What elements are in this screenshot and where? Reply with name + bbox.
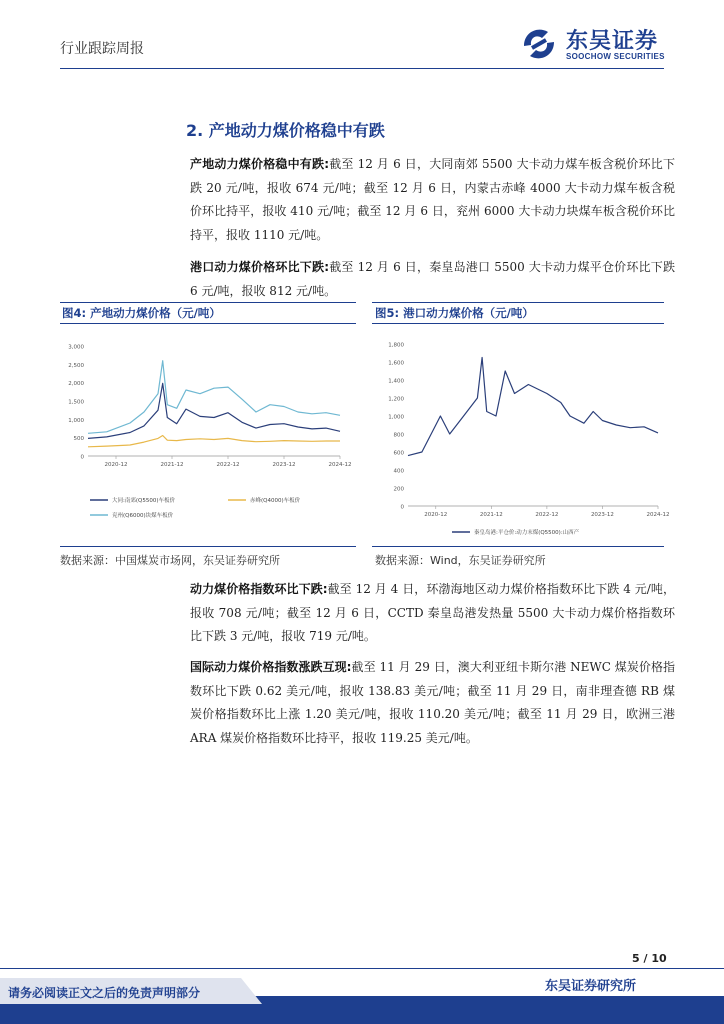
y-tick-label: 500 — [73, 436, 84, 443]
paragraph-lead: 国际动力煤价格指数涨跌互现: — [190, 660, 352, 674]
section-title: 2. 产地动力煤价格稳中有跌 — [186, 121, 385, 140]
y-tick-label: 3,000 — [68, 344, 84, 351]
y-tick-label: 0 — [400, 504, 404, 511]
disclaimer-text[interactable]: 请务必阅读正文之后的免责声明部分 — [8, 986, 201, 1000]
paragraph-port-prices — [190, 256, 675, 303]
series-line — [408, 358, 658, 456]
paragraph-international-index — [190, 656, 675, 750]
x-tick-label: 2024-12 — [646, 512, 670, 518]
header-divider — [60, 68, 664, 69]
x-tick-label: 2022-12 — [535, 512, 559, 518]
chart-origin-coal-prices — [60, 324, 356, 544]
legend-label: 赤峰(Q4000)车板价 — [250, 498, 301, 504]
logo-text-en: SOOCHOW SECURITIES — [566, 52, 665, 61]
figure5-title: 图5: 港口动力煤价格（元/吨） — [375, 306, 534, 320]
x-tick-label: 2020-12 — [104, 462, 128, 468]
y-tick-label: 600 — [393, 450, 404, 457]
y-tick-label: 400 — [393, 468, 404, 475]
paragraph-lead: 港口动力煤价格环比下跌: — [190, 260, 330, 274]
series-line — [88, 383, 340, 438]
paragraph-text: 截至 12 月 6 日，秦皇岛港口 5500 大卡动力煤平仓价环比下跌 6 元/吨，报收 812 元/吨。 — [190, 260, 675, 298]
paragraph-lead: 产地动力煤价格稳中有跌: — [190, 157, 330, 171]
paragraph-text: 截至 12 月 4 日，环渤海地区动力煤价格指数环比下跌 4 元/吨，报收 708 元/吨；截至 12 月 6 日，CCTD 秦皇岛港发热量 5500 大卡动力煤价格指数环比下跌 3 元/吨，报收 719 元/吨。 — [190, 582, 675, 643]
y-tick-label: 1,600 — [388, 360, 404, 367]
x-tick-label: 2021-12 — [479, 512, 503, 518]
x-tick-label: 2022-12 — [216, 462, 240, 468]
logo-mark-icon — [518, 24, 560, 64]
x-tick-label: 2024-12 — [328, 462, 352, 468]
y-tick-label: 1,000 — [68, 417, 84, 424]
paragraph-price-index — [190, 578, 675, 649]
paragraph-lead: 动力煤价格指数环比下跌: — [190, 582, 328, 596]
legend-label: 兖州(Q6000)块煤车板价 — [112, 513, 174, 519]
y-tick-label: 2,500 — [68, 362, 84, 369]
x-tick-label: 2021-12 — [160, 462, 184, 468]
paragraph-origin-prices — [190, 153, 675, 247]
series-line — [88, 361, 340, 434]
figure4-source: 数据来源：中国煤炭市场网，东吴证券研究所 — [60, 554, 280, 567]
legend-label: 大同:南郊(Q5500)车板价 — [112, 498, 175, 504]
x-tick-label: 2023-12 — [590, 512, 614, 518]
paragraph-text: 截至 12 月 6 日，大同南郊 5500 大卡动力煤车板含税价环比下跌 20 元/吨，报收 674 元/吨；截至 12 月 6 日，内蒙古赤峰 4000 大卡动力煤车板含税价环比持平，报收 410 元/吨；截至 12 月 6 日，兖州 6000 大卡动力块煤车板含税价环比持平，报收 1110 元/吨。 — [190, 157, 675, 242]
chart-port-coal-prices — [372, 324, 670, 544]
footer-divider — [0, 968, 724, 969]
y-tick-label: 1,000 — [388, 414, 404, 421]
legend-label: 秦皇岛港:平仓价:动力末煤(Q5500):山西产 — [474, 530, 580, 536]
y-tick-label: 1,500 — [68, 399, 84, 406]
y-tick-label: 2,000 — [68, 381, 84, 388]
page-number: 5 / 10 — [632, 952, 667, 965]
figure5-source: 数据来源：Wind，东吴证券研究所 — [375, 554, 546, 567]
figure5-source-rule — [372, 546, 664, 547]
figure4-source-rule — [60, 546, 356, 547]
report-type-label: 行业跟踪周报 — [60, 41, 144, 57]
paragraph-text: 截至 11 月 29 日，澳大利亚纽卡斯尔港 NEWC 煤炭价格指数环比下跌 0.62 美元/吨，报收 138.83 美元/吨；截至 11 月 29 日，南非理查德 RB 煤炭价格指数环比上涨 1.20 美元/吨，报收 110.20 美元/吨；截至 11 月 29 日，欧洲三港 ARA 煤炭价格指数环比持平，报收 119.25 美元/吨。 — [190, 660, 675, 745]
y-tick-label: 0 — [80, 454, 84, 461]
x-tick-label: 2020-12 — [424, 512, 448, 518]
y-tick-label: 800 — [393, 432, 404, 439]
x-tick-label: 2023-12 — [272, 462, 296, 468]
company-logo — [518, 24, 678, 64]
y-tick-label: 200 — [393, 486, 404, 493]
logo-text-cn: 东吴证券 — [566, 29, 659, 54]
y-tick-label: 1,200 — [388, 396, 404, 403]
y-tick-label: 1,400 — [388, 378, 404, 385]
figure4-title: 图4: 产地动力煤价格（元/吨） — [62, 306, 221, 320]
series-line — [88, 436, 340, 447]
y-tick-label: 1,800 — [388, 342, 404, 349]
footer-org-name: 东吴证券研究所 — [545, 979, 637, 994]
